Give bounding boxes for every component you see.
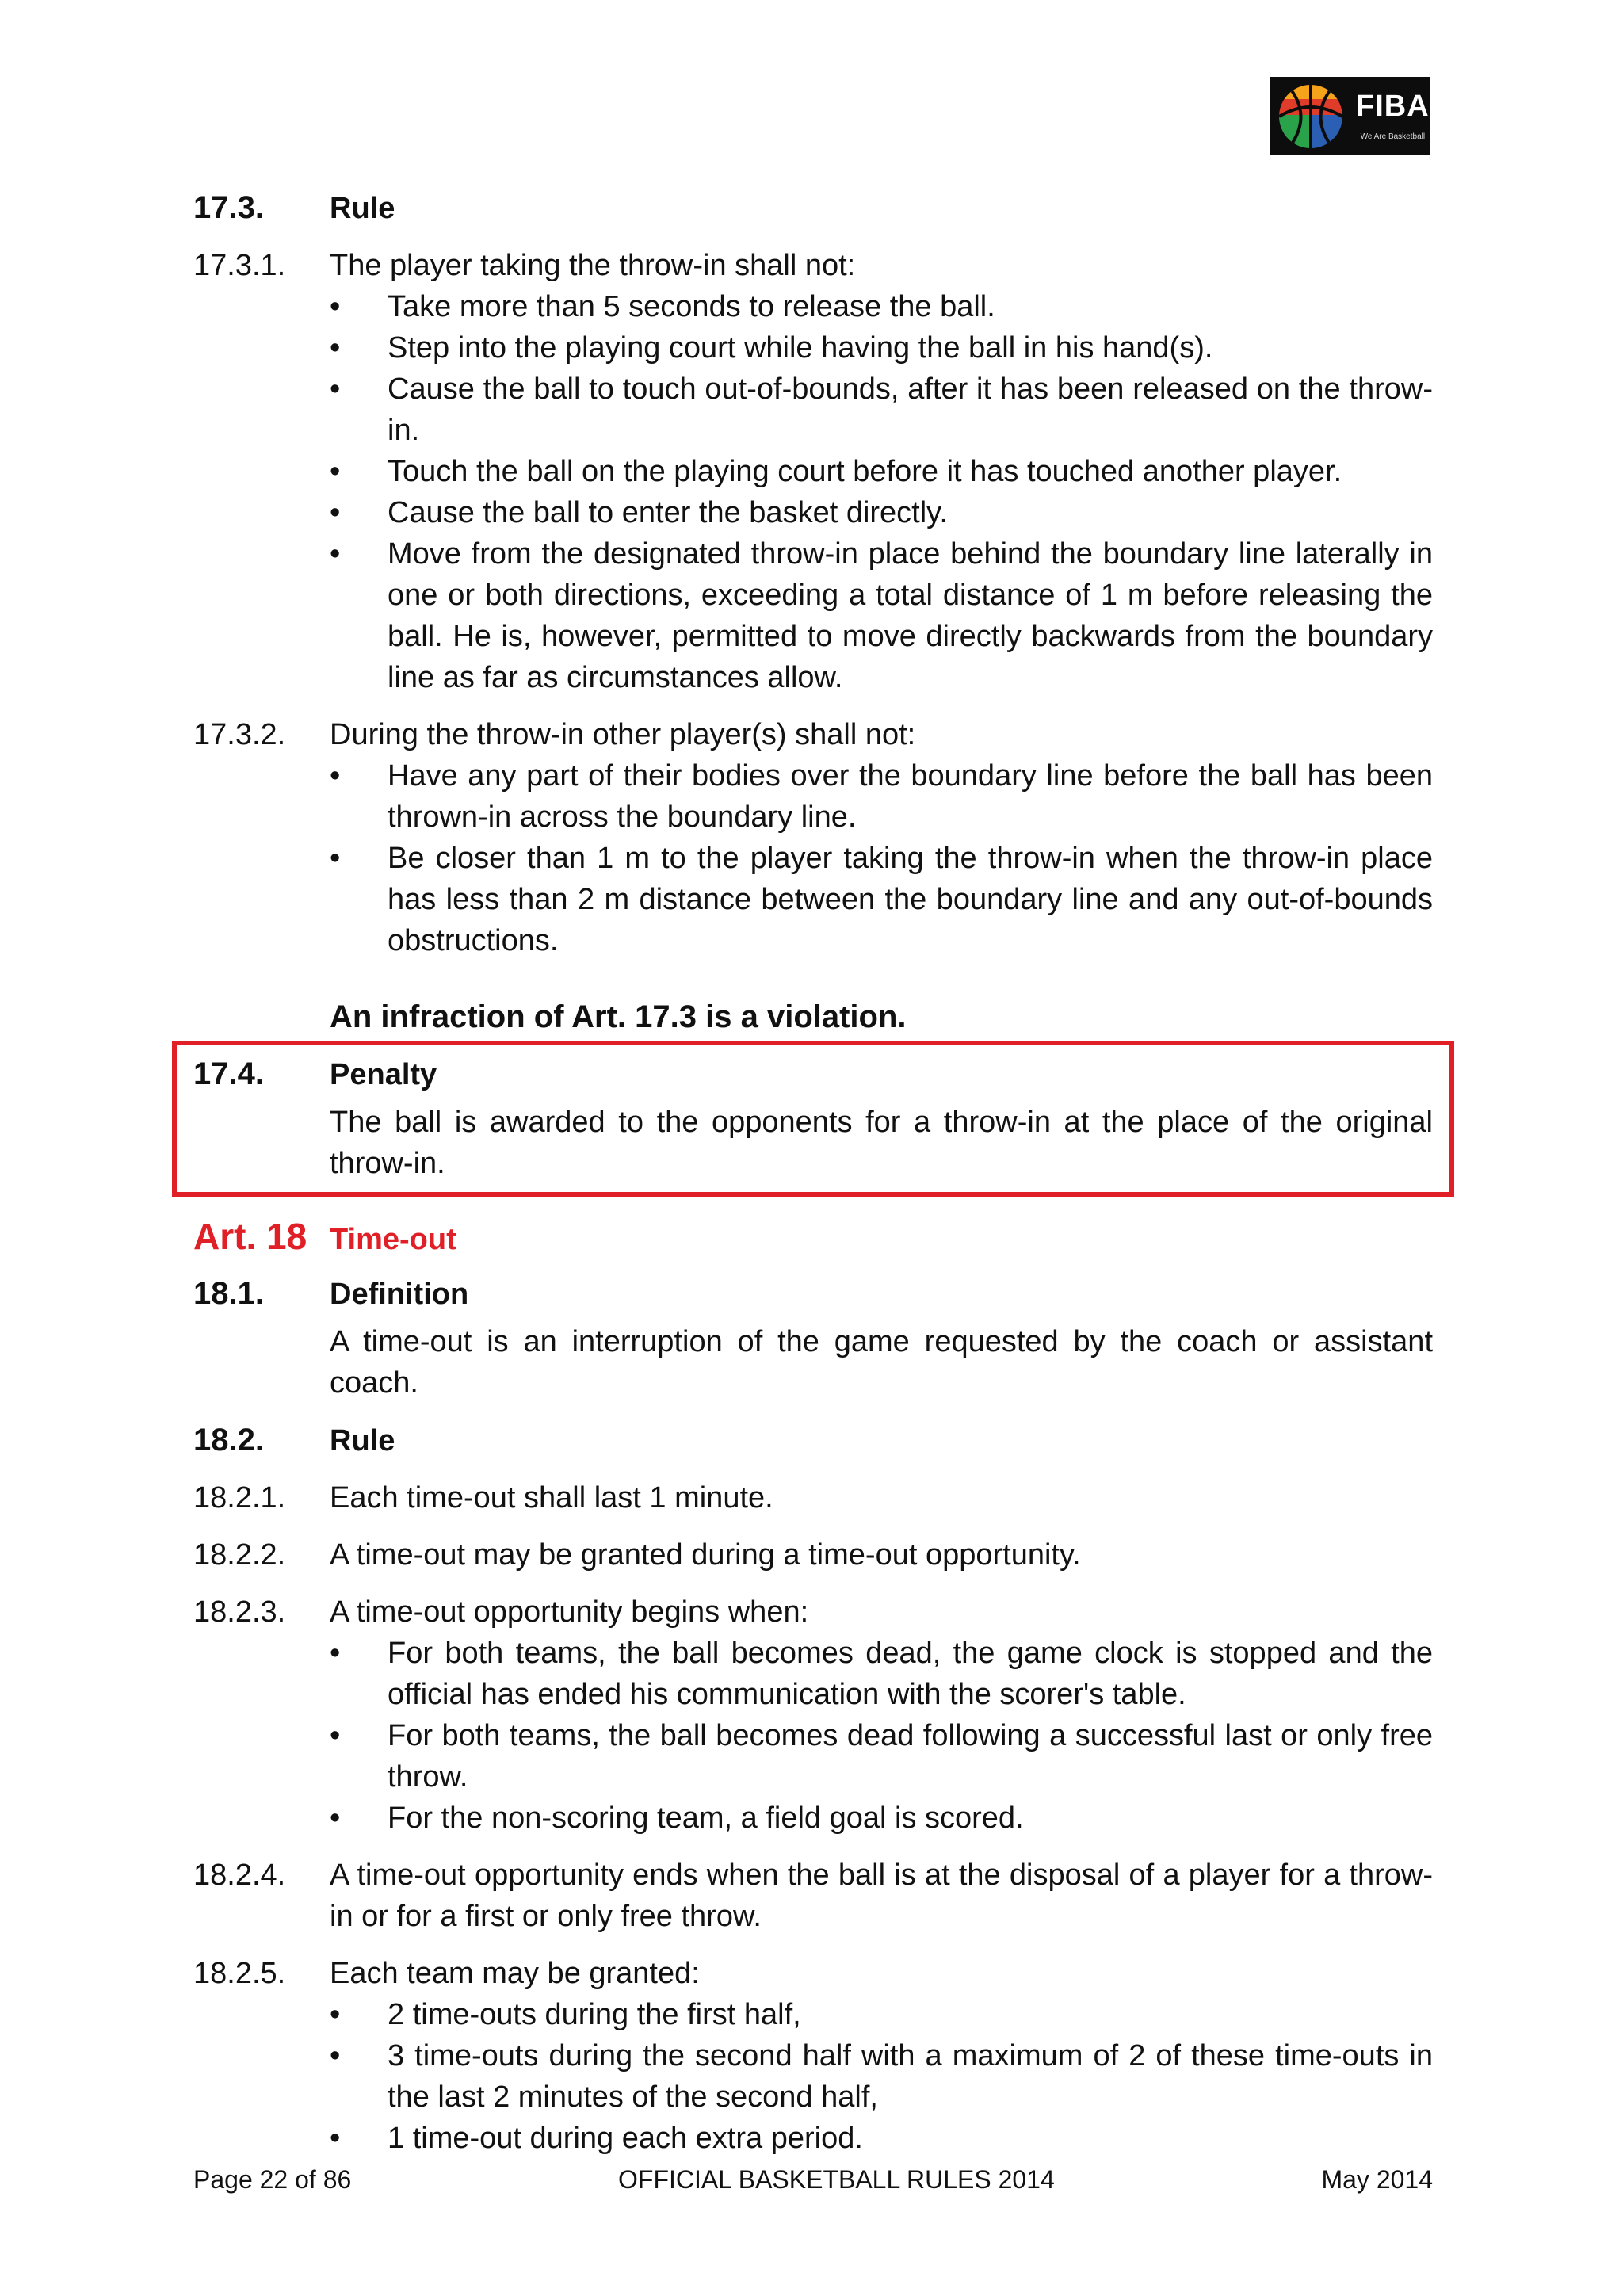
list-item: • 2 time-outs during the first half, [330, 1994, 1433, 2035]
list-item: • For both teams, the ball becomes dead, the game clock is stopped and the official has ended his communication with the scorer's table. [330, 1633, 1433, 1715]
paragraph-17-3-1: 17.3.1. The player taking the throw-in shall not: • Take more than 5 seconds to release the ball. • Step into the playing court while having the ball in his hand(s). • Cause the ball to touch out-of-bounds, after it has been released on the throw-in. • Touch the ball on the playing court before it has touched another player. • Cause the ball to enter the basket directly. • Move from the designated throw-in place behind the boundary line laterally in one or both directions, exceeding a total distance of 1 m before releasing the ball. He is, however, permitted to move directly backwards from the boundary line as far as circumstances allow. [193, 245, 1433, 698]
list-item: • Touch the ball on the playing court before it has touched another player. [330, 451, 1433, 492]
section-17-4-heading: 17.4. Penalty [193, 1056, 437, 1091]
penalty-highlight-box [172, 1041, 1454, 1197]
penalty-text: The ball is awarded to the opponents for a throw-in at the place of the original throw-in. [330, 1106, 1433, 1180]
list-item: • Be closer than 1 m to the player taking the throw-in when the throw-in place has less than 2 m distance between the boundary line and any out-of-bounds obstructions. [330, 838, 1433, 961]
list-item: • Have any part of their bodies over the boundary line before the ball has been thrown-in across the boundary line. [330, 755, 1433, 838]
paragraph-18-2-3: 18.2.3. A time-out opportunity begins when: • For both teams, the ball becomes dead, the game clock is stopped and the official has ended his communication with the scorer's table. • For both teams, the ball becomes dead following a successful last or only free throw. • For the non-scoring team, a field goal is scored. [193, 1591, 1433, 1839]
document-date: May 2014 [1321, 2165, 1433, 2194]
section-18-1-heading: 18.1. Definition [193, 1276, 469, 1311]
bullet-list [330, 755, 1433, 961]
list-item: • Move from the designated throw-in place behind the boundary line laterally in one or both directions, exceeding a total distance of 1 m before releasing the ball. He is, however, permitted to move directly backwards from the boundary line as far as circumstances allow. [330, 533, 1433, 698]
section-18-2-heading: 18.2. Rule [193, 1423, 395, 1457]
definition-text: A time-out is an interruption of the game requested by the coach or assistant coach. [330, 1325, 1433, 1400]
paragraph-18-2-4: 18.2.4. A time-out opportunity ends when the ball is at the disposal of a player for a throw-in or for a first or only free throw. [193, 1859, 1433, 1933]
paragraph-18-2-2: 18.2.2. A time-out may be granted during a time-out opportunity. [193, 1538, 1081, 1572]
list-item: • Cause the ball to enter the basket directly. [330, 492, 1433, 533]
list-item: • Step into the playing court while having the ball in his hand(s). [330, 327, 1433, 369]
infraction-note: An infraction of Art. 17.3 is a violation. [330, 999, 907, 1034]
list-item: • 1 time-out during each extra period. [330, 2118, 1433, 2159]
logo-wordmark: FIBA [1356, 90, 1430, 123]
fiba-logo [1270, 77, 1430, 155]
bullet-list [330, 286, 1433, 698]
paragraph-17-3-2: 17.3.2. During the throw-in other player(s) shall not: • Have any part of their bodies over the boundary line before the ball has been thrown-in across the boundary line. • Be closer than 1 m to the player taking the throw-in when the throw-in place has less than 2 m distance between the boundary line and any out-of-bounds obstructions. [193, 714, 1433, 961]
paragraph-18-2-1: 18.2.1. Each time-out shall last 1 minute. [193, 1481, 773, 1515]
bullet-list [330, 1633, 1433, 1839]
basketball-icon [1275, 82, 1346, 151]
list-item: • Take more than 5 seconds to release the ball. [330, 286, 1433, 327]
page-number: Page 22 of 86 [193, 2165, 352, 2194]
bullet-list [330, 1994, 1433, 2159]
section-17-3-heading: 17.3. Rule [193, 190, 395, 225]
article-18-heading: Art. 18 Time-out [193, 1216, 456, 1257]
list-item: • 3 time-outs during the second half with a maximum of 2 of these time-outs in the last 2 minutes of the second half, [330, 2035, 1433, 2118]
document-title: OFFICIAL BASKETBALL RULES 2014 [618, 2165, 1055, 2194]
paragraph-18-2-5: 18.2.5. Each team may be granted: • 2 time-outs during the first half, • 3 time-outs during the second half with a maximum of 2 of these time-outs in the last 2 minutes of the second half, • 1 time-out during each extra period. [193, 1953, 1433, 2159]
list-item: • For the non-scoring team, a field goal is scored. [330, 1797, 1433, 1839]
page-footer [193, 2165, 1433, 2195]
list-item: • For both teams, the ball becomes dead following a successful last or only free throw. [330, 1715, 1433, 1797]
list-item: • Cause the ball to touch out-of-bounds, after it has been released on the throw-in. [330, 369, 1433, 451]
logo-tagline: We Are Basketball [1360, 132, 1426, 141]
